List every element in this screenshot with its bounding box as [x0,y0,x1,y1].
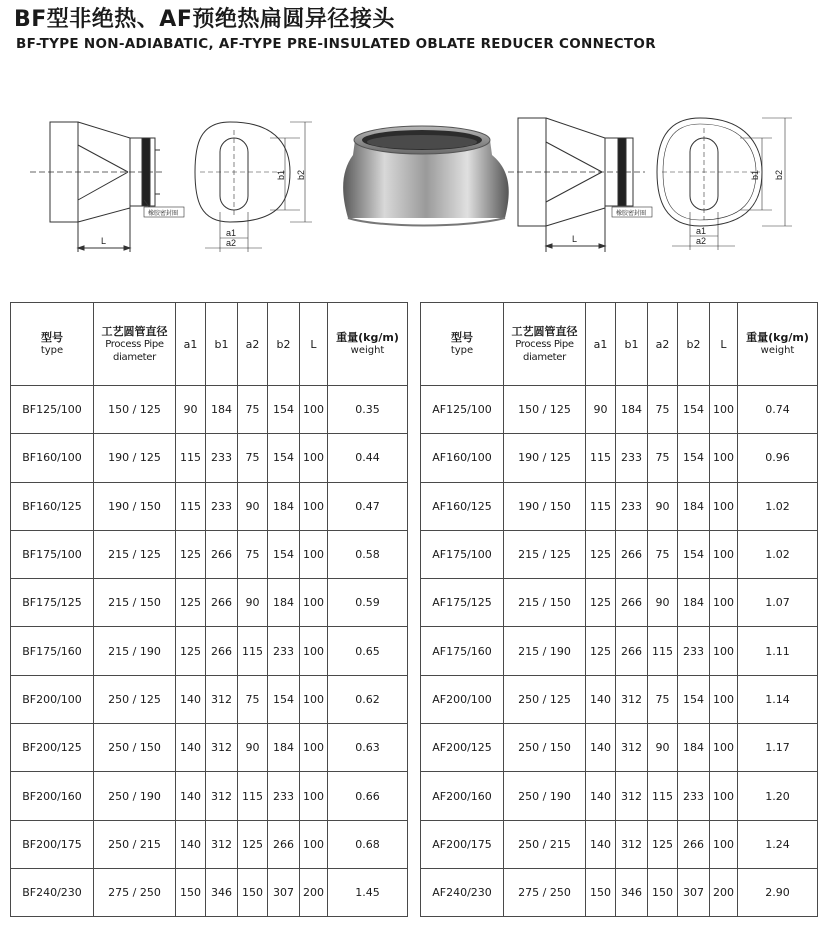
table-row [11,627,408,675]
cell-b1: 312 [206,772,238,820]
cell-b2: 184 [678,724,710,772]
cell-a1: 140 [176,820,206,868]
cell-type: AF200/160 [421,772,504,820]
bf-end-view [195,122,312,252]
cell-L: 100 [300,627,328,675]
table-row [421,772,818,820]
bf-seal-note: 橡胶密封圈 [148,211,179,217]
cell-type: AF200/100 [421,675,504,723]
cell-L: 100 [710,675,738,723]
technical-drawings [0,100,829,270]
cell-L: 100 [710,579,738,627]
cell-L: 100 [300,482,328,530]
cell-b1: 233 [206,434,238,482]
cell-weight: 0.47 [328,482,408,530]
bf-a1-label: a1 [226,228,237,238]
product-photo [343,126,509,226]
header-type: 型号 type [11,303,94,386]
cell-type: AF240/230 [421,868,504,916]
cell-a1: 115 [586,434,616,482]
cell-L: 100 [710,820,738,868]
cell-type: AF175/125 [421,579,504,627]
cell-a2: 90 [238,579,268,627]
bf-b2-label: b2 [296,169,306,180]
cell-weight: 1.14 [738,675,818,723]
cell-pipe-diameter: 215 / 190 [94,627,176,675]
table-row [421,579,818,627]
cell-weight: 1.07 [738,579,818,627]
cell-type: AF175/100 [421,530,504,578]
cell-L: 100 [710,530,738,578]
cell-a2: 150 [238,868,268,916]
cell-b2: 184 [268,724,300,772]
cell-b1: 312 [616,724,648,772]
cell-pipe-diameter: 275 / 250 [94,868,176,916]
cell-a2: 75 [238,675,268,723]
cell-L: 100 [710,627,738,675]
cell-type: AF160/125 [421,482,504,530]
cell-a1: 140 [176,772,206,820]
header-pipe-diameter: 工艺圆管直径 Process Pipe diameter [94,303,176,386]
cell-b2: 184 [268,482,300,530]
table-row [11,386,408,434]
cell-pipe-diameter: 250 / 125 [94,675,176,723]
table-row [11,482,408,530]
bf-side-view [30,122,184,252]
cell-L: 200 [710,868,738,916]
cell-pipe-diameter: 150 / 125 [504,386,586,434]
cell-weight: 1.02 [738,530,818,578]
cell-b2: 154 [268,530,300,578]
cell-a2: 115 [648,772,678,820]
cell-b1: 233 [616,434,648,482]
cell-pipe-diameter: 250 / 150 [504,724,586,772]
af-seal-note: 橡胶密封圈 [616,211,647,217]
cell-a1: 125 [586,530,616,578]
table-row [421,724,818,772]
cell-a2: 90 [238,724,268,772]
cell-a1: 140 [586,772,616,820]
header-a1: a1 [586,303,616,386]
bf-table-body [11,386,408,917]
table-row [421,386,818,434]
cell-pipe-diameter: 215 / 125 [94,530,176,578]
cell-L: 100 [300,772,328,820]
cell-type: BF200/160 [11,772,94,820]
cell-pipe-diameter: 215 / 150 [94,579,176,627]
cell-L: 100 [300,386,328,434]
cell-type: BF160/100 [11,434,94,482]
bf-spec-table [10,302,408,917]
cell-b2: 154 [268,675,300,723]
table-row [421,482,818,530]
cell-weight: 0.44 [328,434,408,482]
cell-type: BF240/230 [11,868,94,916]
cell-L: 100 [300,675,328,723]
cell-a2: 75 [648,675,678,723]
cell-b1: 312 [616,820,648,868]
cell-pipe-diameter: 250 / 150 [94,724,176,772]
header-b2: b2 [268,303,300,386]
af-a2-label: a2 [696,236,707,246]
cell-b2: 266 [678,820,710,868]
cell-a2: 75 [648,386,678,434]
table-row [421,820,818,868]
cell-a2: 75 [648,530,678,578]
cell-b2: 307 [268,868,300,916]
cell-type: AF200/125 [421,724,504,772]
table-row [11,820,408,868]
af-b2-label: b2 [774,169,784,180]
cell-weight: 0.66 [328,772,408,820]
cell-weight: 2.90 [738,868,818,916]
cell-b1: 312 [616,772,648,820]
cell-L: 100 [710,724,738,772]
cell-a1: 125 [176,627,206,675]
title-en: BF-TYPE NON-ADIABATIC, AF-TYPE PRE-INSULATED OBLATE REDUCER CONNECTOR [16,36,656,52]
cell-pipe-diameter: 250 / 190 [504,772,586,820]
cell-b2: 154 [678,434,710,482]
cell-L: 100 [300,820,328,868]
cell-a1: 115 [176,482,206,530]
header-pipe-diameter: 工艺圆管直径 Process Pipe diameter [504,303,586,386]
cell-pipe-diameter: 215 / 150 [504,579,586,627]
header-a1: a1 [176,303,206,386]
header-weight: 重量(kg/m) weight [328,303,408,386]
cell-L: 100 [300,530,328,578]
cell-a2: 75 [238,434,268,482]
table-row [421,627,818,675]
cell-b1: 312 [616,675,648,723]
cell-b2: 154 [678,530,710,578]
cell-pipe-diameter: 190 / 125 [94,434,176,482]
cell-pipe-diameter: 215 / 190 [504,627,586,675]
cell-L: 100 [710,386,738,434]
cell-b2: 233 [678,627,710,675]
cell-L: 100 [710,482,738,530]
cell-b1: 312 [206,675,238,723]
title-cn: BF型非绝热、AF预绝热扁圆异径接头 [14,7,395,32]
cell-b1: 184 [616,386,648,434]
cell-weight: 0.63 [328,724,408,772]
cell-weight: 0.59 [328,579,408,627]
cell-pipe-diameter: 250 / 215 [94,820,176,868]
cell-a2: 90 [238,482,268,530]
table-row [11,675,408,723]
table-row [11,579,408,627]
cell-b1: 312 [206,724,238,772]
af-end-view [657,118,792,250]
cell-b2: 184 [678,482,710,530]
cell-type: BF200/100 [11,675,94,723]
header-weight: 重量(kg/m) weight [738,303,818,386]
cell-pipe-diameter: 275 / 250 [504,868,586,916]
bf-L-label: L [101,236,107,246]
cell-a2: 125 [648,820,678,868]
cell-L: 100 [300,724,328,772]
table-row [421,868,818,916]
cell-a2: 125 [238,820,268,868]
cell-a2: 75 [238,386,268,434]
cell-L: 200 [300,868,328,916]
header-b1: b1 [616,303,648,386]
cell-b1: 266 [206,579,238,627]
af-side-view [508,118,652,252]
cell-weight: 0.74 [738,386,818,434]
cell-a1: 90 [176,386,206,434]
cell-b1: 266 [616,579,648,627]
cell-b2: 233 [678,772,710,820]
cell-a2: 90 [648,724,678,772]
cell-type: BF200/175 [11,820,94,868]
table-row [11,434,408,482]
cell-type: BF200/125 [11,724,94,772]
cell-b2: 184 [268,579,300,627]
cell-a1: 125 [176,530,206,578]
cell-type: BF175/125 [11,579,94,627]
bf-b1-label: b1 [276,169,286,180]
cell-L: 100 [710,772,738,820]
cell-type: AF160/100 [421,434,504,482]
af-b1-label: b1 [750,169,760,180]
cell-a1: 125 [586,579,616,627]
af-a1-label: a1 [696,226,707,236]
cell-a2: 115 [238,627,268,675]
cell-b2: 154 [678,386,710,434]
cell-b1: 266 [206,627,238,675]
cell-b2: 154 [678,675,710,723]
cell-b1: 184 [206,386,238,434]
cell-a1: 140 [586,820,616,868]
cell-a2: 150 [648,868,678,916]
cell-weight: 0.65 [328,627,408,675]
table-row [421,434,818,482]
cell-L: 100 [710,434,738,482]
cell-b2: 266 [268,820,300,868]
cell-b2: 233 [268,772,300,820]
cell-b2: 307 [678,868,710,916]
cell-pipe-diameter: 150 / 125 [94,386,176,434]
cell-weight: 1.17 [738,724,818,772]
cell-b1: 346 [206,868,238,916]
cell-pipe-diameter: 190 / 150 [94,482,176,530]
cell-weight: 0.35 [328,386,408,434]
af-spec-table [420,302,818,917]
cell-b2: 154 [268,386,300,434]
cell-a1: 90 [586,386,616,434]
table-row [11,530,408,578]
cell-b2: 154 [268,434,300,482]
cell-b1: 266 [206,530,238,578]
table-row [421,675,818,723]
cell-b2: 233 [268,627,300,675]
cell-weight: 1.24 [738,820,818,868]
cell-type: BF125/100 [11,386,94,434]
cell-L: 100 [300,579,328,627]
cell-a1: 140 [586,724,616,772]
header-a2: a2 [238,303,268,386]
table-row [11,868,408,916]
cell-b1: 233 [616,482,648,530]
cell-weight: 0.58 [328,530,408,578]
cell-b1: 266 [616,627,648,675]
cell-a2: 115 [648,627,678,675]
cell-b2: 184 [678,579,710,627]
header-L: L [300,303,328,386]
af-header-row [421,303,818,386]
cell-weight: 1.20 [738,772,818,820]
cell-pipe-diameter: 250 / 215 [504,820,586,868]
cell-pipe-diameter: 215 / 125 [504,530,586,578]
cell-a1: 140 [176,675,206,723]
cell-a2: 75 [648,434,678,482]
header-L: L [710,303,738,386]
cell-weight: 0.68 [328,820,408,868]
cell-weight: 0.96 [738,434,818,482]
cell-weight: 1.11 [738,627,818,675]
cell-weight: 0.62 [328,675,408,723]
cell-b1: 266 [616,530,648,578]
cell-L: 100 [300,434,328,482]
cell-weight: 1.02 [738,482,818,530]
header-b1: b1 [206,303,238,386]
cell-a1: 125 [586,627,616,675]
cell-type: BF175/160 [11,627,94,675]
cell-weight: 1.45 [328,868,408,916]
bf-header-row [11,303,408,386]
header-a2: a2 [648,303,678,386]
cell-type: AF125/100 [421,386,504,434]
cell-a1: 140 [176,724,206,772]
cell-a1: 140 [586,675,616,723]
bf-a2-label: a2 [226,238,237,248]
cell-pipe-diameter: 190 / 150 [504,482,586,530]
cell-a1: 115 [586,482,616,530]
cell-type: BF160/125 [11,482,94,530]
cell-pipe-diameter: 250 / 190 [94,772,176,820]
cell-pipe-diameter: 190 / 125 [504,434,586,482]
table-row [11,772,408,820]
table-row [11,724,408,772]
af-L-label: L [572,234,578,244]
header-b2: b2 [678,303,710,386]
header-type: 型号 type [421,303,504,386]
cell-pipe-diameter: 250 / 125 [504,675,586,723]
cell-a2: 90 [648,579,678,627]
cell-b1: 346 [616,868,648,916]
cell-a1: 150 [586,868,616,916]
cell-a2: 115 [238,772,268,820]
table-row [421,530,818,578]
cell-a1: 115 [176,434,206,482]
cell-a2: 90 [648,482,678,530]
cell-type: BF175/100 [11,530,94,578]
cell-a2: 75 [238,530,268,578]
af-table-body [421,386,818,917]
cell-a1: 125 [176,579,206,627]
cell-b1: 312 [206,820,238,868]
cell-b1: 233 [206,482,238,530]
cell-a1: 150 [176,868,206,916]
cell-type: AF200/175 [421,820,504,868]
cell-type: AF175/160 [421,627,504,675]
